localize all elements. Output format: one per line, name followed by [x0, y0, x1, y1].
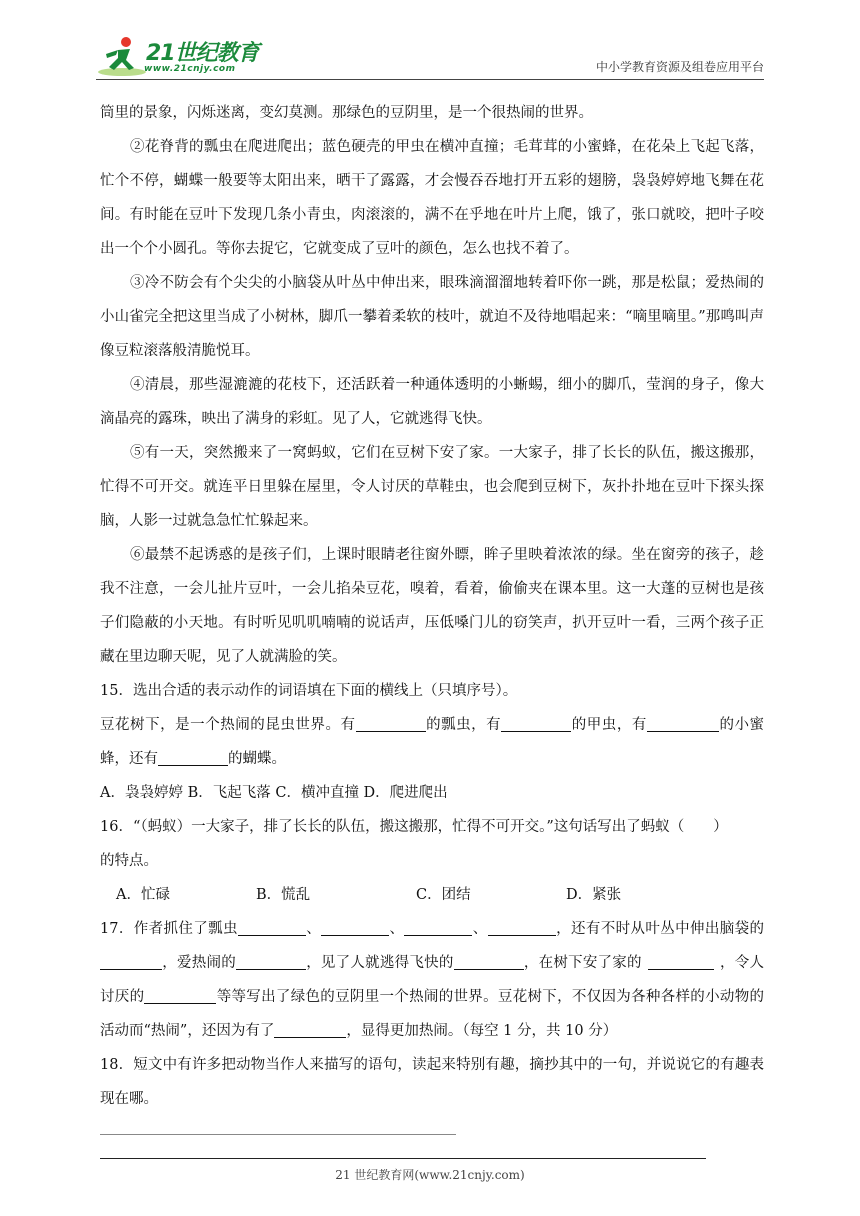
- passage-paragraph: ③冷不防会有个尖尖的小脑袋从叶丛中伸出来，眼珠滴溜溜地转着吓你一跳，那是松鼠；爱热闹的小山雀完全把这里当成了小树林，脚爪一攀着柔软的枝叶，就迫不及待地唱起来：“嘀里嘀里。”那鸣叫声像豆粒滚落般清脆悦耳。: [100, 275, 764, 359]
- question-16-options: [100, 878, 764, 912]
- q17-text: ，见了人就逃得飞快的: [305, 955, 454, 971]
- answer-blank[interactable]: [356, 717, 426, 733]
- q17-text: 、: [305, 921, 322, 937]
- q17-text: ，爱热闹的: [162, 955, 236, 971]
- q17-text: ，显得更加热闹。（每空 1 分，共 10 分）: [346, 1023, 618, 1039]
- q17-text: 、: [389, 921, 405, 937]
- question-18-stem: 18．短文中有许多把动物当作人来描写的语句，读起来特别有趣，摘抄其中的一句，并说说它的有趣表现在哪。: [100, 1057, 764, 1107]
- answer-blank[interactable]: [144, 989, 216, 1005]
- answer-blank[interactable]: [454, 955, 524, 971]
- q17-text: ，在树下安了家的: [523, 955, 642, 971]
- passage-paragraph: ⑥最禁不起诱惑的是孩子们，上课时眼睛老往窗外瞟，眸子里映着浓浓的绿。坐在窗旁的孩子，趁我不注意，一会儿扯片豆叶，一会儿掐朵豆花，嗅着，看着，偷偷夹在课本里。这一大蓬的豆树也是孩子们隐蔽的小天地。有时听见叽叽喃喃的说话声，压低嗓门儿的窃笑声，扒开豆叶一看，三两个孩子正藏在里边聊天呢，见了人就满脸的笑。: [100, 547, 764, 665]
- q15-text: 的小蜜蜂，还有: [100, 717, 764, 767]
- option-d[interactable]: D．紧张: [566, 887, 622, 903]
- answer-blank[interactable]: [274, 1023, 346, 1039]
- answer-blank[interactable]: [647, 717, 719, 733]
- footer-divider: [100, 1158, 706, 1159]
- answer-blank[interactable]: [100, 955, 162, 971]
- page-header: [96, 30, 764, 82]
- passage-paragraph: 筒里的景象，闪烁迷离，变幻莫测。那绿色的豆阴里，是一个很热闹的世界。: [100, 105, 593, 121]
- option-a[interactable]: A．忙碌: [116, 887, 170, 903]
- question-16-stem-end: 的特点。: [100, 853, 158, 869]
- question-16-stem: 16．“（蚂蚁）一大家子，排了长长的队伍，搬这搬那，忙得不可开交。”这句话写出了蚂蚁（ ）: [100, 819, 728, 835]
- logo: [96, 34, 266, 78]
- q17-text: ，还有不时从叶丛中伸出脑袋: [555, 921, 750, 937]
- answer-blank[interactable]: [488, 921, 556, 937]
- passage-paragraph: ⑤有一天，突然搬来了一窝蚂蚁，它们在豆树下安了家。一大家子，排了长长的队伍，搬这搬那，忙得不可开交。就连平日里躲在屋里，令人讨厌的草鞋虫，也会爬到豆树下，灰扑扑地在豆叶下探头探脑，人影一过就急急忙忙躲起来。: [100, 445, 764, 529]
- q15-text: 的甲虫，有: [571, 717, 647, 733]
- q17-text: 令人讨厌的: [100, 955, 765, 1005]
- logo-text: 21世纪教育: [146, 41, 259, 66]
- option-b[interactable]: B．慌乱: [256, 887, 311, 903]
- answer-blank[interactable]: [404, 921, 472, 937]
- q17-text: 17．作者抓住了瓢虫: [100, 921, 238, 937]
- platform-title: 中小学教育资源及组卷应用平台: [595, 60, 764, 74]
- q17-text: 等等写出了绿色的豆阴里一个热闹的世界。豆花树下，不仅因为各种各样的小动物的活动而“热闹”，还因为有了: [100, 989, 765, 1039]
- answer-blank[interactable]: [501, 717, 571, 733]
- q15-text: 豆花树下，是一个热闹的昆虫世界。有: [100, 717, 356, 733]
- passage-paragraph: ②花脊背的瓢虫在爬进爬出；蓝色硬壳的甲虫在横冲直撞；毛茸茸的小蜜蜂，在花朵上飞起飞落，忙个不停，蝴蝶一般要等太阳出来，晒干了露露，才会慢吞吞地打开五彩的翅膀，袅袅婷婷地飞舞在花间。有时能在豆叶下发现几条小青虫，肉滚滚的，满不在乎地在叶片上爬，饿了，张口就咬，把叶子咬出一个个小圆孔。等你去捉它，它就变成了豆叶的颜色，怎么也找不着了。: [100, 139, 764, 257]
- q15-text: 的瓢虫，有: [425, 717, 502, 733]
- runner-logo-icon: [96, 34, 148, 78]
- answer-line[interactable]: [100, 1134, 456, 1135]
- answer-blank[interactable]: [648, 955, 714, 971]
- logo-url: www.21cnjy.com: [144, 64, 236, 74]
- question-17-text: [100, 912, 764, 1048]
- q15-text: 的蝴蝶。: [228, 751, 286, 767]
- question-15-text: [100, 708, 764, 776]
- option-c[interactable]: C．团结: [416, 887, 471, 903]
- q17-text: 、: [472, 921, 488, 937]
- question-15-stem: 15．选出合适的表示动作的词语填在下面的横线上（只填序号）。: [100, 683, 518, 699]
- answer-blank[interactable]: [236, 955, 306, 971]
- header-divider: [96, 79, 764, 80]
- q17-text: 的: [749, 921, 765, 937]
- answer-blank[interactable]: [158, 751, 228, 767]
- document-body: [100, 96, 764, 1116]
- question-15-options: A．袅袅婷婷 B．飞起飞落 C．横冲直撞 D．爬进爬出: [100, 785, 448, 801]
- answer-blank[interactable]: [238, 921, 306, 937]
- answer-blank[interactable]: [321, 921, 389, 937]
- passage-paragraph: ④清晨，那些湿漉漉的花枝下，还活跃着一种通体透明的小蜥蜴，细小的脚爪，莹润的身子，像大滴晶亮的露珠，映出了满身的彩虹。见了人，它就逃得飞快。: [100, 377, 764, 427]
- q17-text: ，: [719, 955, 735, 971]
- page-footer: 21 世纪教育网(www.21cnjy.com): [335, 1168, 525, 1182]
